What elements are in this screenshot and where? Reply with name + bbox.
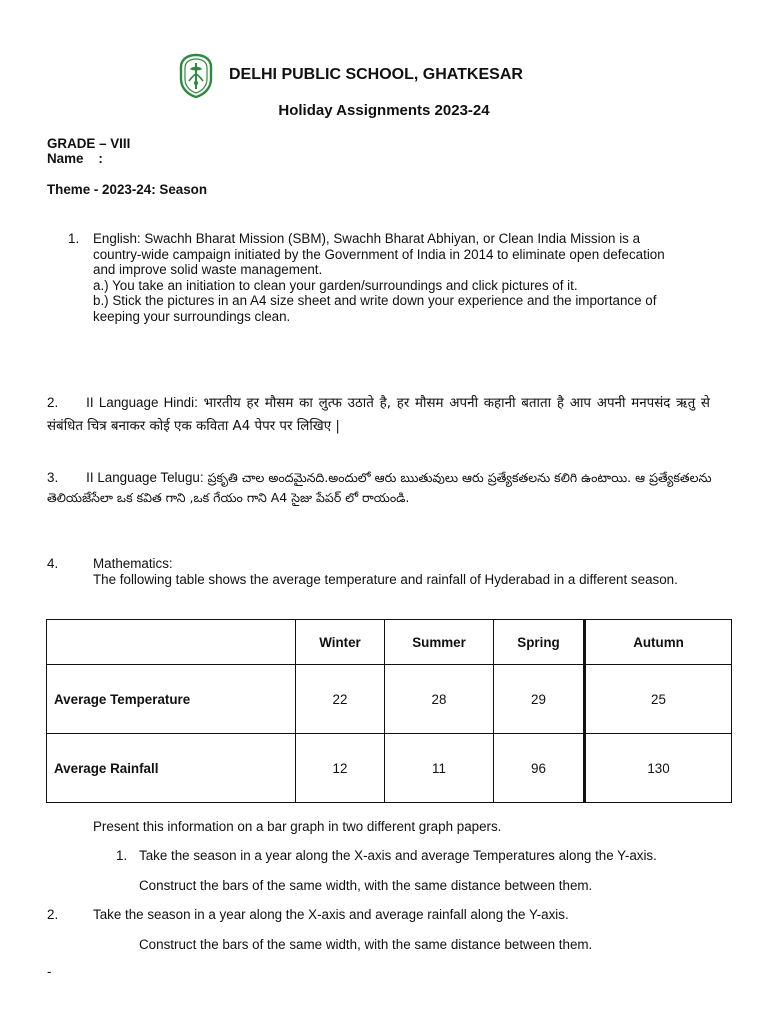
step-number: 2. [47,907,59,922]
math-task [93,556,733,587]
school-name: DELHI PUBLIC SCHOOL, GHATKESAR [229,66,523,83]
english-line: a.) You take an initiation to clean your garden/surroundings and click pictures of it. [93,277,578,293]
row-label: Average Temperature [47,665,296,734]
present-instruction: Present this information on a bar graph in two different graph papers. [93,819,502,834]
school-crest-icon [178,53,214,99]
hindi-text: भारतीय हर मौसम का लुत्फ उठाते है, हर मौसम अपनी कहानी बताता है आप अपनी मनपसंद ऋतु से संबंधित चित्र बनाकर कोई एक कविता A4 पेपर पर लिखिए | [47,396,710,434]
table-header-row [47,620,732,665]
table-cell: 130 [585,734,732,803]
table-cell: 12 [296,734,385,803]
column-header: Spring [494,620,585,665]
english-line: keeping your surroundings clean. [93,308,291,324]
hindi-task [47,391,710,438]
trailing-dash: - [47,964,52,979]
table-cell: 96 [494,734,585,803]
english-line: country-wide campaign initiated by the Government of India in 2014 to eliminate open defecation [93,246,665,262]
row-label: Average Rainfall [47,734,296,803]
table-cell: 29 [494,665,585,734]
english-line: and improve solid waste management. [93,262,323,277]
assignment-title: Holiday Assignments 2023-24 [278,102,490,119]
column-header: Winter [296,620,385,665]
table-cell: 25 [585,665,732,734]
student-info [47,136,130,166]
math-label: Mathematics: [93,556,173,571]
construct-instruction: Construct the bars of the same width, with the same distance between them. [139,937,593,952]
item-number: 1. [68,231,80,246]
grade-label: GRADE – VIII [47,136,131,151]
step-two: Take the season in a year along the X-axis and average rainfall along the Y-axis. [93,907,569,922]
english-task [93,231,733,324]
theme-label: Theme - 2023-24: Season [47,182,208,197]
construct-instruction: Construct the bars of the same width, with the same distance between them. [139,878,593,893]
english-line: b.) Stick the pictures in an A4 size sheet and write down your experience and the importance of [93,293,657,308]
step-one: Take the season in a year along the X-axis and average Temperatures along the Y-axis. [139,848,657,863]
column-header: Autumn [585,620,732,665]
table-cell: 11 [385,734,494,803]
hindi-label: II Language Hindi: [86,395,198,410]
item-number: 3. [47,470,59,485]
item-number: 2. [47,395,59,410]
step-number: 1. [116,848,128,863]
item-number: 4. [47,556,59,571]
english-line: English: Swachh Bharat Mission (SBM), Swachh Bharat Abhiyan, or Clean India Mission is a [93,231,641,246]
table-corner [47,620,296,665]
temperature-rainfall-table [46,619,732,803]
table-row [47,734,732,803]
name-label: Name : [47,151,103,166]
column-header: Summer [385,620,494,665]
table-row [47,665,732,734]
table-cell: 28 [385,665,494,734]
math-intro: The following table shows the average temperature and rainfall of Hyderabad in a different season. [93,571,678,587]
telugu-task [47,468,727,508]
telugu-text: ప్రకృతి చాల అందమైనది.అందులో ఆరు ఋతువులు ఆరు ప్రత్యేకతలను కలిగి ఉంటాయి. ఆ ప్రత్యేకతలను తెలియజేసేలా ఒక కవిత గాని ,ఒక గేయం గాని A4 సైజు పేపర్ లో రాయండి. [47,470,712,505]
telugu-label: II Language Telugu: [86,470,204,485]
table-cell: 22 [296,665,385,734]
